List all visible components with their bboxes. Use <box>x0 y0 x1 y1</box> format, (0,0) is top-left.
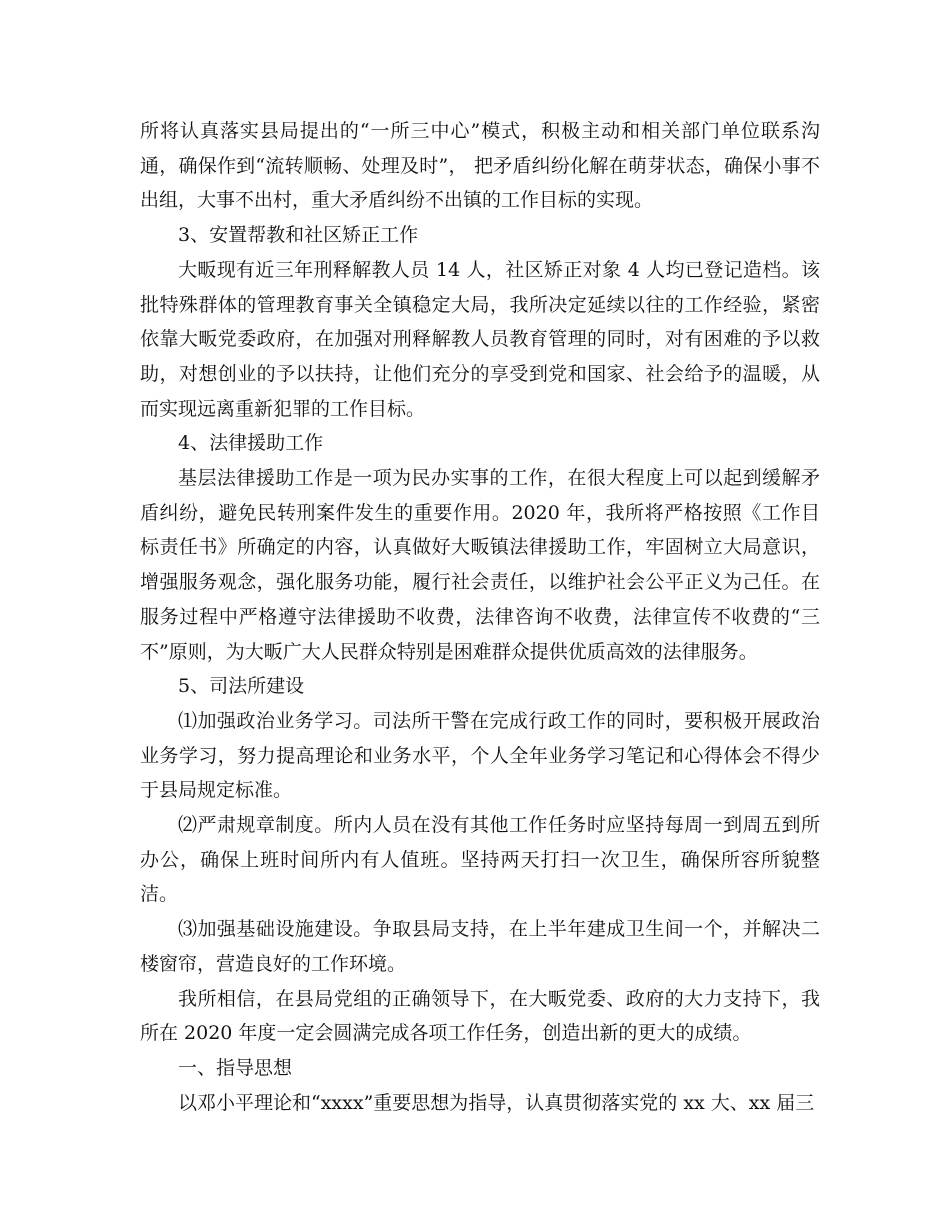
paragraph-rules: ⑵严肃规章制度。所内人员在没有其他工作任务时应坚持每周一到周五到所办公，确保上班时间所内有人值班。坚持两天打扫一次卫生，确保所容所貌整洁。 <box>140 814 820 906</box>
paragraph-infrastructure: ⑶加强基础设施建设。争取县局支持，在上半年建成卫生间一个，并解决二楼窗帘，营造良好的工作环境。 <box>140 918 820 975</box>
section-heading-legal-aid: 4、法律援助工作 <box>178 432 324 455</box>
paragraph-guiding-ideology: 以邓小平理论和“xxxx”重要思想为指导，认真贯彻落实党的 xx 大、xx 届三 <box>178 1091 815 1114</box>
paragraph-continuation: 所将认真落实县局提出的“一所三中心”模式，积极主动和相关部门单位联系沟通，确保作到“流转顺畅、处理及时”， 把矛盾纠纷化解在萌芽状态，确保小事不出组，大事不出村，重大矛盾纠纷不出镇的工作目标的实现。 <box>140 120 820 212</box>
paragraph-resettlement: 大畈现有近三年刑释解教人员 14 人，社区矫正对象 4 人均已登记造档。该批特殊群体的管理教育事关全镇稳定大局，我所决定延续以往的工作经验，紧密依靠大畈党委政府，在加强对刑释解教人员教育管理的同时，对有困难的予以救助，对想创业的予以扶持，让他们充分的享受到党和国家、社会给予的温暖，从而实现远离重新犯罪的工作目标。 <box>140 258 820 420</box>
paragraph-legal-aid: 基层法律援助工作是一项为民办实事的工作，在很大程度上可以起到缓解矛盾纠纷，避免民转刑案件发生的重要作用。2020 年，我所将严格按照《工作目标责任书》所确定的内容，认真做好大畈镇法律援助工作，牢固树立大局意识，增强服务观念，强化服务功能，履行社会责任，以维护社会公平正义为己任。在服务过程中严格遵守法律援助不收费，法律咨询不收费，法律宣传不收费的“三不”原则，为大畈广大人民群众特别是困难群众提供优质高效的法律服务。 <box>140 467 820 663</box>
section-heading-office-building: 5、司法所建设 <box>178 675 305 698</box>
paragraph-study: ⑴加强政治业务学习。司法所干警在完成行政工作的同时，要积极开展政治业务学习，努力提高理论和业务水平，个人全年业务学习笔记和心得体会不得少于县局规定标准。 <box>140 709 820 802</box>
section-heading-resettlement: 3、安置帮教和社区矫正工作 <box>178 224 419 247</box>
document-body <box>140 114 820 1120</box>
section-heading-guiding-ideology: 一、指导思想 <box>178 1056 293 1079</box>
paragraph-conclusion: 我所相信，在县局党组的正确领导下，在大畈党委、政府的大力支持下，我所在 2020 年度一定会圆满完成各项工作任务，创造出新的更大的成绩。 <box>140 987 820 1045</box>
